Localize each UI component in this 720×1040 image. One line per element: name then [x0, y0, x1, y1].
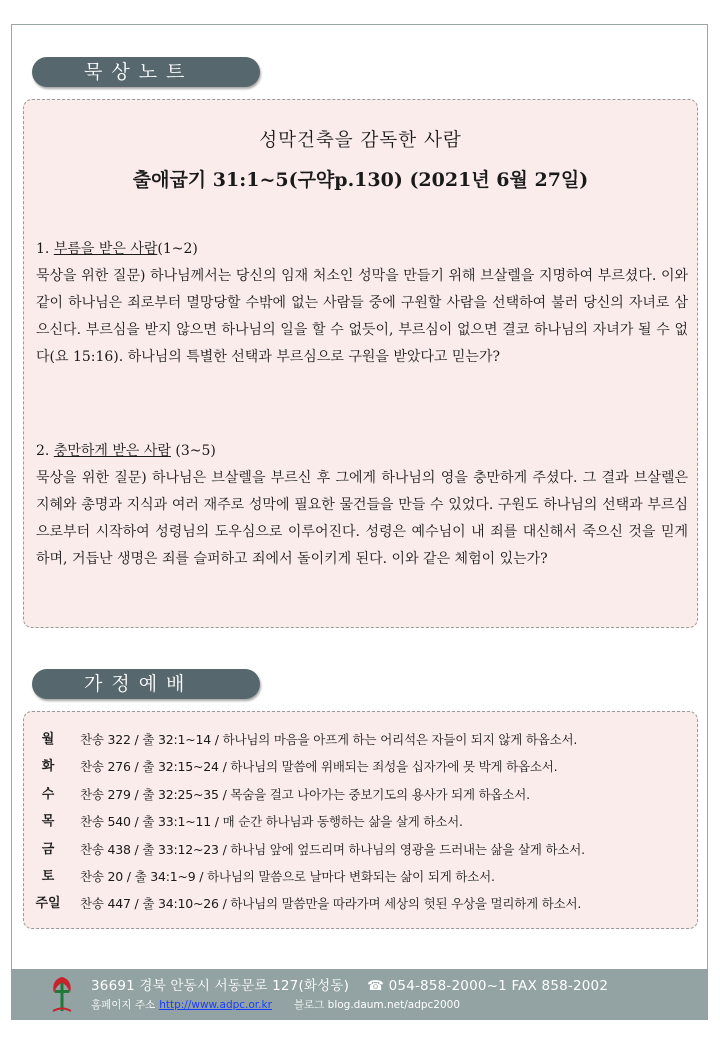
family-worship-label: 가정예배: [84, 673, 194, 695]
day-label: 주일: [35, 896, 61, 912]
worship-row-wed: [24, 781, 697, 808]
homepage-link[interactable]: http://www.adpc.or.kr: [159, 999, 272, 1011]
point-1-range: (1~2): [157, 241, 198, 257]
church-phone-fax: ☎ 054-858-2000~1 FAX 858-2002: [367, 978, 609, 994]
sermon-title: 성막건축을 감독한 사람: [259, 130, 462, 151]
day-label: 토: [41, 868, 55, 884]
point-2: [36, 438, 688, 573]
scripture-reference: 출애굽기 31:1~5(구약p.130) (2021년 6월 27일): [132, 169, 589, 191]
church-address: 36691 경북 안동시 서동문로 127(화성동): [91, 978, 350, 994]
church-cross-logo-icon: [49, 975, 75, 1015]
point-1: [36, 236, 688, 371]
meditation-notes-tab: [32, 57, 260, 87]
worship-entry: 찬송 540 / 출 33:1~11 / 매 순간 하나님과 동행하는 삶을 살게 하소서.: [80, 814, 463, 830]
worship-row-sat: [24, 863, 697, 890]
day-label: 월: [41, 732, 55, 747]
worship-entry: 찬송 276 / 출 32:15~24 / 하나님의 말씀에 위배되는 죄성을 십자가에 못 박게 하옵소서.: [80, 759, 558, 775]
worship-entry: 찬송 322 / 출 32:1~14 / 하나님의 마음을 아프게 하는 어리석은 자들이 되지 않게 하옵소서.: [80, 732, 578, 747]
church-footer: [11, 969, 708, 1020]
point-2-heading: [36, 438, 688, 465]
worship-entry: 찬송 279 / 출 32:25~35 / 목숨을 걸고 나아가는 중보기도의 용사가 되게 하옵소서.: [80, 786, 530, 802]
point-2-range: (3~5): [170, 443, 216, 459]
meditation-notes-box: [23, 99, 698, 628]
day-label: 금: [41, 841, 55, 857]
worship-row-fri: [24, 836, 697, 863]
worship-row-mon: [24, 726, 697, 753]
footer-web: [91, 997, 460, 1012]
homepage-label: 홈페이지 주소: [91, 999, 156, 1011]
day-label: 목: [41, 814, 55, 830]
day-label: 수: [41, 786, 55, 802]
worship-entry: 찬송 447 / 출 34:10~26 / 하나님의 말씀만을 따라가며 세상의 헛된 우상을 멀리하게 하소서.: [80, 896, 582, 912]
point-1-heading: [36, 236, 688, 263]
day-label: 화: [41, 759, 55, 775]
point-1-body: 묵상을 위한 질문) 하나님께서는 당신의 임재 처소인 성막을 만들기 위해 브살렐을 지명하여 부르셨다. 이와 같이 하나님은 죄로부터 멸망당할 수밖에 없는 사람들 중에 구원할 사람을 선택하여 불러 당신의 자녀로 삼으신다. 부르심을 받지 않으면 하나님의 일을 할 수 없듯이, 부르심이 없으면 결코 하나님의 자녀가 될 수 없다(요 15:16). 하나님의 특별한 선택과 부르심으로 구원을 받았다고 믿는가?: [36, 268, 688, 365]
family-worship-tab: [32, 669, 260, 699]
meditation-notes-label: 묵상노트: [84, 61, 194, 83]
family-worship-box: [23, 711, 698, 929]
point-2-body: 묵상을 위한 질문) 하나님은 브살렐을 부르신 후 그에게 하나님의 영을 충만하게 주셨다. 그 결과 브살렐은 지혜와 총명과 지식과 여러 재주로 성막에 필요한 물건들을 만들 수 있었다. 구원도 하나님의 선택과 부르심으로부터 시작하여 성령님의 도우심으로 이루어진다. 성령은 예수님이 내 죄를 대신해서 죽으신 것을 믿게 하며, 거듭난 생명은 죄를 슬퍼하고 죄에서 돌이키게 된다. 이와 같은 체험이 있는가?: [36, 470, 688, 567]
worship-row-sun: [24, 890, 697, 917]
point-1-number: 1.: [36, 241, 54, 257]
point-2-title: 충만하게 받은 사람: [53, 443, 171, 459]
worship-entry: 찬송 438 / 출 33:12~23 / 하나님 앞에 엎드리며 하나님의 영광을 드러내는 삶을 살게 하소서.: [80, 841, 585, 857]
point-2-number: 2.: [36, 443, 54, 459]
worship-entry: 찬송 20 / 출 34:1~9 / 하나님의 말씀으로 날마다 변화되는 삶이 되게 하소서.: [80, 868, 495, 884]
footer-contact: [91, 974, 608, 994]
point-1-title: 부름을 받은 사람: [53, 241, 158, 257]
worship-row-thu: [24, 808, 697, 835]
blog-address: 블로그 blog.daum.net/adpc2000: [293, 999, 461, 1011]
worship-row-tue: [24, 753, 697, 780]
worship-schedule: [24, 726, 697, 918]
